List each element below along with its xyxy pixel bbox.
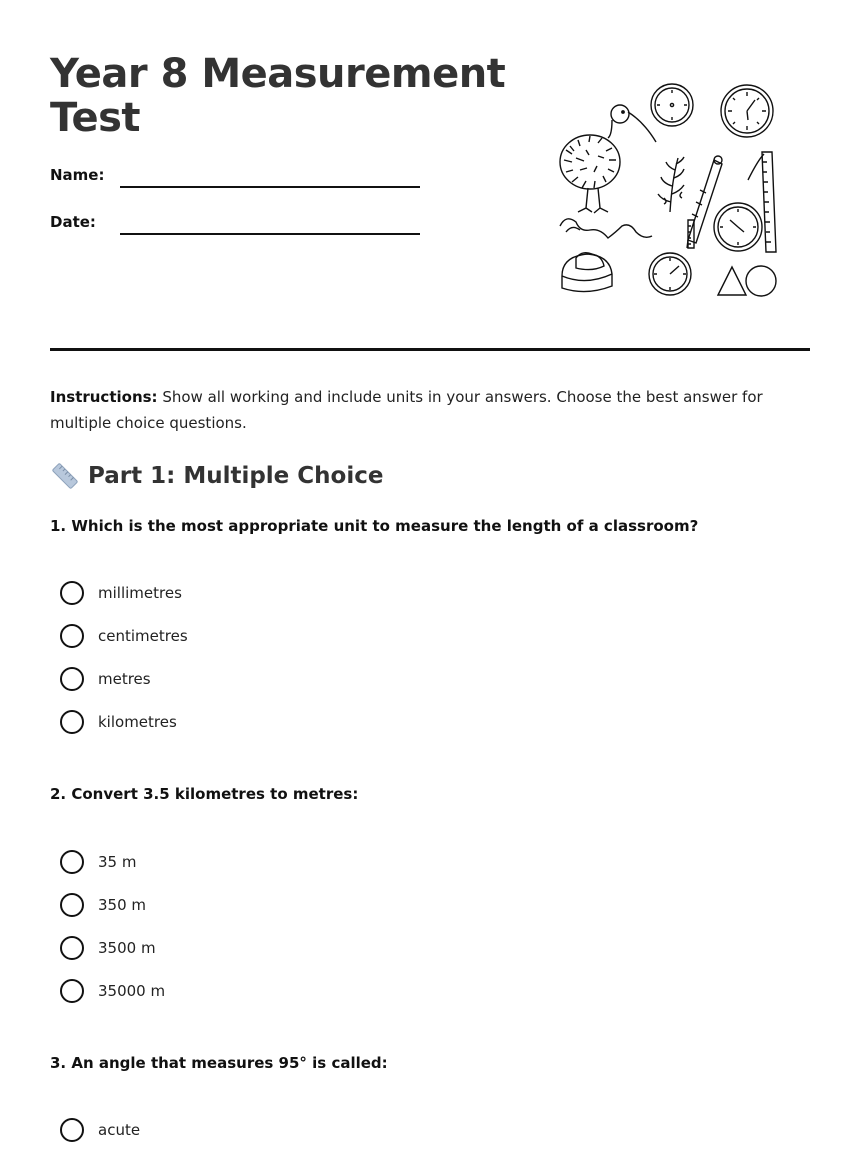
instructions-text: Show all working and include units in your answers. Choose the best answer for multiple choice questions.: [50, 388, 763, 432]
option-label: acute: [98, 1121, 141, 1139]
radio-button[interactable]: [60, 1118, 84, 1142]
date-field[interactable]: [120, 233, 420, 235]
stopwatch-icon: [651, 84, 693, 126]
option-label: metres: [98, 670, 151, 688]
clock-icon: [721, 85, 773, 137]
option-label: 3500 m: [98, 939, 156, 957]
kiwi-bird-icon: [560, 105, 656, 213]
measurement-illustration: [552, 80, 792, 305]
q2-option-35m[interactable]: [60, 849, 136, 875]
name-field[interactable]: [120, 186, 420, 188]
page-title: [50, 52, 510, 140]
measuring-tape-icon: [560, 219, 694, 292]
name-label: Name:: [50, 166, 105, 184]
triangle-icon: [718, 267, 746, 295]
title-line-1: Year 8 Measurement: [50, 51, 506, 97]
q2-option-3500m[interactable]: [60, 935, 156, 961]
radio-button[interactable]: [60, 710, 84, 734]
q1-option-metres[interactable]: [60, 666, 151, 692]
ruler-icon: [748, 152, 776, 252]
radio-button[interactable]: [60, 936, 84, 960]
part-1-title: Part 1: Multiple Choice: [88, 463, 384, 489]
clock-icon: [649, 253, 691, 295]
q1-option-kilometres[interactable]: [60, 709, 177, 735]
question-2: 2. Convert 3.5 kilometres to metres:: [50, 785, 359, 803]
option-label: kilometres: [98, 713, 177, 731]
clock-icon: [714, 203, 762, 251]
radio-button[interactable]: [60, 581, 84, 605]
instructions-label: Instructions:: [50, 388, 158, 406]
radio-button[interactable]: [60, 893, 84, 917]
fern-icon: [658, 157, 684, 212]
header-divider: [50, 348, 810, 351]
option-label: millimetres: [98, 584, 182, 602]
radio-button[interactable]: [60, 850, 84, 874]
radio-button[interactable]: [60, 667, 84, 691]
date-field-row: [50, 211, 420, 235]
q2-option-35000m[interactable]: [60, 978, 165, 1004]
question-1: 1. Which is the most appropriate unit to measure the length of a classroom?: [50, 517, 699, 535]
q2-option-350m[interactable]: [60, 892, 146, 918]
option-label: 350 m: [98, 896, 147, 914]
circle-icon: [746, 266, 776, 296]
compass-icon: [687, 156, 722, 248]
option-label: centimetres: [98, 627, 188, 645]
name-field-row: [50, 164, 420, 188]
part-1-heading: [50, 459, 383, 493]
q3-option-acute[interactable]: [60, 1117, 140, 1143]
radio-button[interactable]: [60, 624, 84, 648]
date-label: Date:: [50, 213, 96, 231]
ruler-icon: [50, 461, 80, 491]
instructions: [50, 384, 790, 436]
q1-option-centimetres[interactable]: [60, 623, 188, 649]
option-label: 35 m: [98, 853, 137, 871]
title-line-2: Test: [50, 95, 141, 141]
option-label: 35000 m: [98, 982, 166, 1000]
q1-option-millimetres[interactable]: [60, 580, 182, 606]
question-3: 3. An angle that measures 95° is called:: [50, 1054, 388, 1072]
radio-button[interactable]: [60, 979, 84, 1003]
